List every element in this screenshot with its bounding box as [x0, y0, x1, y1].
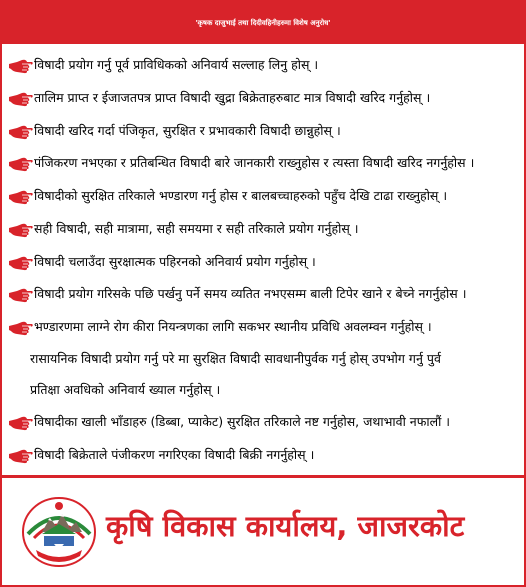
- list-item-text: पंजिकरण नभएका र प्रतिबन्धित विषादी बारे जानकारी राख्नुहोस र त्यस्ता विषादी खरिद नगर्नुहोस ।: [34, 155, 475, 170]
- poster-title: 'कृषक दाजुभाई तथा दिदीवहिनीहरुमा विशेष अनुरोध': [2, 2, 524, 44]
- list-item: [8, 116, 520, 146]
- office-name: कृषि विकास कार्यालय, जाजरकोट: [106, 509, 465, 543]
- nepal-government-emblem-icon: [20, 494, 98, 568]
- list-item-text: विषादी खरिद गर्दा पंजिकृत, सुरक्षित र प्रभावकारी विषादी छान्नुहोस् ।: [34, 123, 341, 138]
- pointing-hand-icon: [8, 55, 34, 75]
- footer: [2, 478, 524, 585]
- list-item: [8, 440, 520, 470]
- list-item: [8, 50, 520, 80]
- list-item: [8, 407, 520, 437]
- list-item: [8, 214, 520, 244]
- list-item-text: विषादीको सुरक्षित तरिकाले भण्डारण गर्नु होस र बालबच्चाहरुको पहुँच देखि टाढा राख्नुहोस् ।: [34, 188, 448, 203]
- list-item-text: भण्डारणमा लाग्ने रोग कीरा नियन्त्रणका लागि सकभर स्थानीय प्रविधि अवलम्वन गर्नुहोस् ।: [34, 319, 432, 334]
- pointing-hand-icon: [8, 121, 34, 141]
- list-item: [8, 83, 520, 113]
- list-item: [8, 344, 520, 374]
- list-item-text: विषादीका खाली भाँडाहरु (डिब्बा, प्याकेट) सुरक्षित तरिकाले नष्ट गर्नुहोस, जथाभावी नफालौं ।: [34, 414, 451, 429]
- list-item: [8, 247, 520, 277]
- list-item: [8, 279, 520, 309]
- list-item-text: विषादी बिक्रेताले पंजीकरण नगरिएका विषादी बिक्री नगर्नुहोस् ।: [34, 447, 315, 462]
- list-item-text: रासायनिक विषादी प्रयोग गर्नु परे मा सुरक्षित विषादी सावधानीपुर्वक गर्नु होस् उपभोग गर्नु पुर्व: [30, 351, 441, 366]
- list-item-text: विषादी प्रयोग गरिसके पछि पर्खनु पर्ने समय व्यतित नभएसम्म बाली टिपेर खाने र बेच्ने नगर्नुहोस ।: [34, 286, 467, 301]
- list-item-text: तालिम प्राप्त र ईजाजतपत्र प्राप्त विषादी खुद्रा बिक्रेताहरुबाट मात्र विषादी खरिद गर्नुहोस् ।: [34, 90, 431, 105]
- list-item-text: सही विषादी, सही मात्रामा, सही समयमा र सही तरिकाले प्रयोग गर्नुहोस् ।: [34, 221, 359, 236]
- pointing-hand-icon: [8, 445, 34, 465]
- list-item: [8, 181, 520, 211]
- pointing-hand-icon: [8, 153, 34, 173]
- pointing-hand-icon: [8, 88, 34, 108]
- list-item-text: विषादी चलाउँदा सुरक्षात्मक पहिरनको अनिवार्य प्रयोग गर्नुहोस् ।: [34, 254, 316, 269]
- list-item-text: प्रतिक्षा अवधिको अनिवार्य ख्याल गर्नुहोस् ।: [30, 382, 221, 397]
- list-item: [8, 312, 520, 342]
- list-item-text: विषादी प्रयोग गर्नु पूर्व प्राविधिकको अनिवार्य सल्लाह लिनु होस् ।: [34, 57, 319, 72]
- pointing-hand-icon: [8, 252, 34, 272]
- pointing-hand-icon: [8, 219, 34, 239]
- pointing-hand-icon: [8, 317, 34, 337]
- list-item: [8, 375, 520, 405]
- list-item: [8, 148, 520, 178]
- pointing-hand-icon: [8, 412, 34, 432]
- pointing-hand-icon: [8, 186, 34, 206]
- pointing-hand-icon: [8, 284, 34, 304]
